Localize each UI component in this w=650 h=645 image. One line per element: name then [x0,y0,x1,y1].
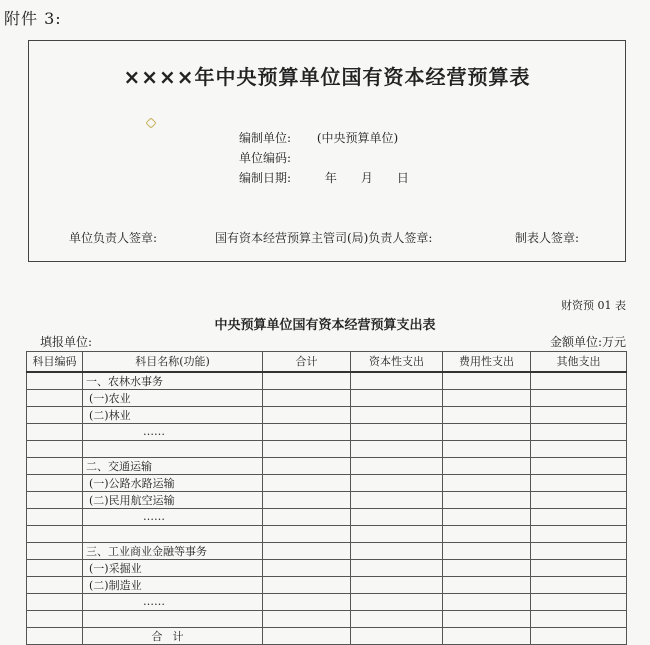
amount-cell[interactable] [351,457,443,474]
amount-cell[interactable] [531,593,627,610]
signature-preparer: 制表人签章: [515,231,580,245]
subject-code-cell[interactable] [27,423,83,440]
amount-cell[interactable] [351,542,443,559]
amount-cell[interactable] [531,457,627,474]
table-row [27,423,627,440]
table-row [27,576,627,593]
amount-cell[interactable] [351,610,443,627]
amount-cell[interactable] [351,372,443,390]
subject-name-cell: (二)制造业 [83,576,263,593]
amount-cell[interactable] [263,372,351,390]
amount-cell[interactable] [443,406,531,423]
subject-code-cell[interactable] [27,576,83,593]
amount-cell[interactable] [443,389,531,406]
subject-code-cell[interactable] [27,491,83,508]
amount-cell[interactable] [443,559,531,576]
cover-page [28,40,626,262]
amount-cell[interactable] [443,593,531,610]
table-body [27,372,627,628]
subject-code-cell[interactable] [27,542,83,559]
amount-cell[interactable] [531,372,627,390]
amount-cell[interactable] [351,389,443,406]
amount-cell[interactable] [351,559,443,576]
amount-cell[interactable] [263,576,351,593]
amount-cell[interactable] [531,542,627,559]
subject-code-cell[interactable] [27,559,83,576]
table-row [27,593,627,610]
table-title: 中央预算单位国有资本经营预算支出表 [214,318,436,333]
amount-cell[interactable] [531,508,627,525]
column-header: 其他支出 [531,352,627,372]
amount-cell[interactable] [263,457,351,474]
amount-cell[interactable] [443,491,531,508]
amount-cell[interactable] [351,508,443,525]
subject-name-cell: (二)林业 [83,406,263,423]
subject-code-cell[interactable] [27,389,83,406]
amount-cell[interactable] [443,474,531,491]
field-compiling-unit [239,129,398,146]
amount-unit-label: 金额单位:万元 [549,335,626,349]
table-row [27,491,627,508]
subject-code-cell[interactable] [27,440,83,457]
amount-cell[interactable] [531,406,627,423]
amount-cell[interactable] [263,406,351,423]
subject-name-cell: 三、工业商业金融等事务 [83,542,263,559]
field-compiling-date [239,169,409,186]
subject-code-cell[interactable] [27,372,83,390]
fill-unit-label: 填报单位: [40,335,93,349]
subject-code-cell[interactable] [27,474,83,491]
signature-department-head: 国有资本经营预算主管司(局)负责人签章: [215,231,433,245]
subject-name-cell: …… [83,593,263,610]
column-header: 科目名称(功能) [83,352,263,372]
amount-cell[interactable] [531,440,627,457]
table-row [27,372,627,390]
amount-cell[interactable] [351,491,443,508]
column-header: 资本性支出 [351,352,443,372]
table-row [27,440,627,457]
subject-name-cell: (一)农业 [83,389,263,406]
table-row [27,508,627,525]
amount-cell[interactable] [263,474,351,491]
subject-name-cell [83,610,263,627]
amount-cell[interactable] [443,457,531,474]
subject-name-cell: (二)民用航空运输 [83,491,263,508]
amount-cell[interactable] [443,576,531,593]
amount-cell[interactable] [263,491,351,508]
amount-cell[interactable] [531,491,627,508]
field-label: 编制单位: [239,131,292,145]
attachment-label: 附件 3: [4,9,62,28]
amount-cell[interactable] [263,542,351,559]
amount-cell[interactable] [443,542,531,559]
amount-cell[interactable] [263,525,351,542]
field-value: (中央预算单位) [316,131,399,145]
signature-unit-head: 单位负责人签章: [69,231,158,245]
amount-cell[interactable] [263,559,351,576]
amount-cell[interactable] [443,372,531,390]
subject-name-cell: …… [83,508,263,525]
cover-title: ××××年中央预算单位国有资本经营预算表 [123,65,531,89]
table-row [27,542,627,559]
amount-cell[interactable] [443,610,531,627]
amount-cell[interactable] [531,559,627,576]
amount-cell[interactable] [531,389,627,406]
subject-code-cell[interactable] [27,457,83,474]
field-label: 编制日期: [239,171,292,185]
table-row [27,389,627,406]
amount-cell[interactable] [443,423,531,440]
amount-cell[interactable] [263,389,351,406]
form-code: 财资预 01 表 [561,299,626,312]
amount-cell[interactable] [443,508,531,525]
subject-code-cell[interactable] [27,525,83,542]
amount-cell[interactable] [531,525,627,542]
subject-code-cell[interactable] [27,406,83,423]
field-label: 单位编码: [239,151,292,165]
amount-cell[interactable] [263,593,351,610]
table-row [27,610,627,627]
table-row [27,457,627,474]
column-header: 合计 [263,352,351,372]
subject-code-cell[interactable] [27,508,83,525]
table-row [27,559,627,576]
amount-cell[interactable] [263,440,351,457]
column-header: 科目编码 [27,352,83,372]
amount-cell[interactable] [443,525,531,542]
table-row [27,474,627,491]
column-header: 费用性支出 [443,352,531,372]
field-value: 年 月 日 [324,171,409,185]
amount-cell[interactable] [263,508,351,525]
amount-cell[interactable] [351,576,443,593]
subject-name-cell: 一、农林水事务 [83,372,263,390]
subject-name-cell [83,525,263,542]
table-header-row [27,352,627,372]
amount-cell[interactable] [531,423,627,440]
amount-cell[interactable] [351,440,443,457]
amount-cell[interactable] [263,610,351,627]
amount-cell[interactable] [531,474,627,491]
amount-cell[interactable] [531,576,627,593]
subject-name-cell: (一)采掘业 [83,559,263,576]
amount-cell[interactable] [351,474,443,491]
subject-name-cell: …… [83,423,263,440]
amount-cell[interactable] [443,440,531,457]
stamp-mark-icon [145,117,156,128]
amount-cell[interactable] [263,423,351,440]
table-row [27,525,627,542]
subject-code-cell[interactable] [27,593,83,610]
subject-name-cell: (一)公路水路运输 [83,474,263,491]
subject-code-cell[interactable] [27,610,83,627]
total-label: 合计 [83,627,263,644]
amount-cell[interactable] [351,406,443,423]
budget-table [26,351,627,645]
field-unit-code [239,149,295,166]
subject-name-cell: 二、交通运输 [83,457,263,474]
amount-cell[interactable] [531,610,627,627]
subject-name-cell [83,440,263,457]
amount-cell[interactable] [351,525,443,542]
amount-cell[interactable] [351,593,443,610]
table-row [27,406,627,423]
amount-cell[interactable] [351,423,443,440]
